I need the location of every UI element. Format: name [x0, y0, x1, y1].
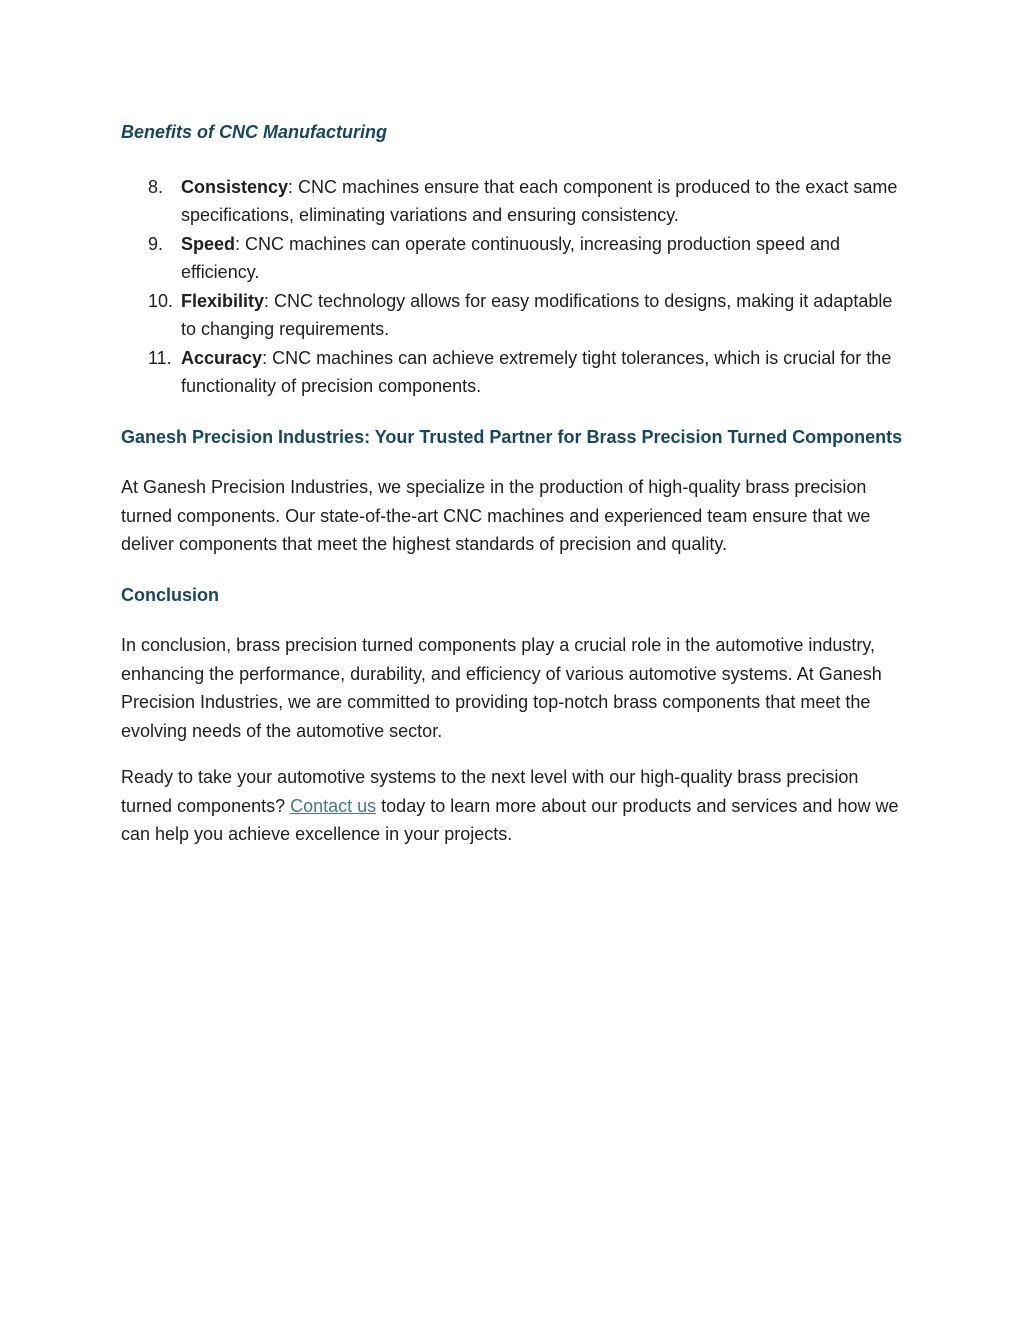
call-to-action-paragraph	[121, 763, 911, 849]
list-item-text: : CNC technology allows for easy modifications to designs, making it adaptable to changing requirements.	[181, 290, 893, 339]
list-item	[121, 287, 911, 344]
benefits-list	[121, 173, 911, 401]
list-item	[121, 173, 911, 230]
list-item-text: : CNC machines ensure that each component is produced to the exact same specifications, eliminating variations and ensuring consistency.	[181, 176, 898, 225]
list-item-number: 10.	[148, 290, 174, 311]
conclusion-paragraph: In conclusion, brass precision turned components play a crucial role in the automotive industry, enhancing the performance, durability, and efficiency of various automotive systems. At Ganesh Precision Industries, we are committed to providing top-notch brass components that meet the evolving needs of the automotive sector.	[121, 635, 882, 741]
list-item-text: : CNC machines can operate continuously, increasing production speed and efficiency.	[181, 233, 841, 282]
list-item-term: Speed	[181, 233, 236, 254]
cta-text-before: Ready to take your automotive systems to the next level with our high-quality brass precision turned components?	[121, 767, 859, 816]
contact-us-link[interactable]: Contact us	[290, 795, 377, 816]
list-item-number: 9.	[148, 233, 164, 254]
conclusion-heading: Conclusion	[121, 584, 219, 605]
list-item	[121, 344, 911, 401]
cta-text-after: today to learn more about our products and services and how we can help you achieve excellence in your projects.	[121, 795, 899, 844]
list-item-term: Consistency	[181, 176, 289, 197]
list-item-term: Flexibility	[181, 290, 265, 311]
list-item-term: Accuracy	[181, 347, 263, 368]
page-content	[121, 118, 911, 849]
list-item	[121, 230, 911, 287]
partner-paragraph: At Ganesh Precision Industries, we specialize in the production of high-quality brass precision turned components. Our state-of-the-art CNC machines and experienced team ensure that we deliver components that meet the highest standards of precision and quality.	[121, 477, 871, 554]
list-item-text: : CNC machines can achieve extremely tight tolerances, which is crucial for the functionality of precision components.	[181, 347, 892, 396]
partner-heading: Ganesh Precision Industries: Your Trusted Partner for Brass Precision Turned Components	[121, 426, 903, 447]
list-item-number: 11.	[148, 347, 172, 368]
list-item-number: 8.	[148, 176, 164, 197]
benefits-heading: Benefits of CNC Manufacturing	[121, 122, 388, 142]
